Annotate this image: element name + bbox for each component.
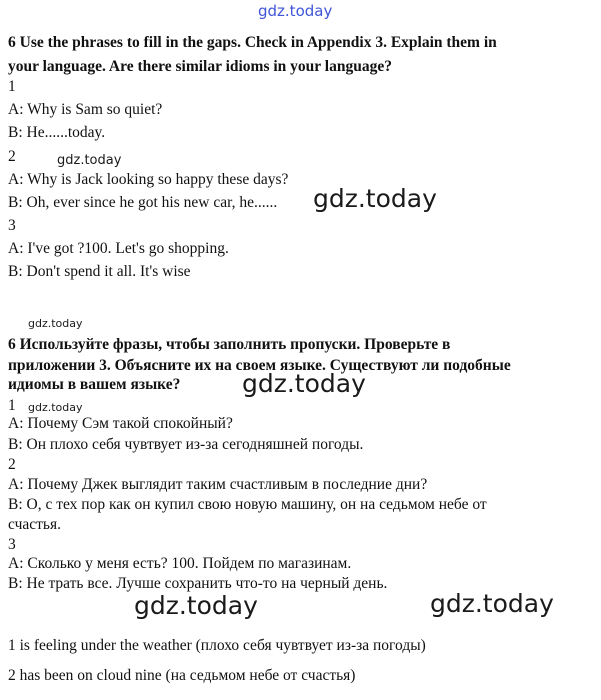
item-number: 3 bbox=[8, 217, 16, 234]
task-title-line-1: 6 Use the phrases to fill in the gaps. Check in Appendix 3. Explain them in bbox=[8, 34, 497, 51]
item-number: 1 bbox=[8, 397, 16, 414]
task-title-ru-line-1: 6 Используйте фразы, чтобы заполнить пропуски. Проверьте в bbox=[8, 336, 451, 353]
dialogue-line-a: A: I've got ?100. Let's go shopping. bbox=[8, 240, 229, 257]
dialogue-line-b: B: Don't spend it all. It's wise bbox=[8, 263, 191, 280]
task-title-line-2: your language. Are there similar idioms in your language? bbox=[8, 58, 392, 75]
dialogue-line-b: B: О, с тех пор как он купил свою новую машину, он на седьмом небе от bbox=[8, 496, 487, 513]
dialogue-line-b: B: Oh, ever since he got his new car, he...... bbox=[8, 194, 278, 211]
answer-2: 2 has been on cloud nine (на седьмом небе от счастья) bbox=[8, 667, 356, 684]
dialogue-line-b: B: Он плохо себя чувтвует из-за сегодняшней погоды. bbox=[8, 436, 364, 453]
dialogue-line-b: B: Не трать все. Лучше сохранить что-то на черный день. bbox=[8, 575, 388, 592]
dialogue-line-a: A: Почему Сэм такой спокойный? bbox=[8, 415, 233, 432]
dialogue-line-b-continued: счастья. bbox=[8, 516, 61, 533]
item-number: 2 bbox=[8, 456, 16, 473]
dialogue-line-b: B: He......today. bbox=[8, 124, 106, 141]
dialogue-line-a: A: Why is Jack looking so happy these days? bbox=[8, 171, 289, 188]
dialogue-line-a: A: Почему Джек выглядит таким счастливым в последние дни? bbox=[8, 476, 428, 493]
item-number: 2 bbox=[8, 148, 16, 165]
dialogue-line-a: A: Why is Sam so quiet? bbox=[8, 101, 163, 118]
item-number: 1 bbox=[8, 78, 16, 95]
answer-1: 1 is feeling under the weather (плохо себя чувтвует из-за погоды) bbox=[8, 637, 426, 654]
item-number: 3 bbox=[8, 536, 16, 553]
dialogue-line-a: A: Сколько у меня есть? 100. Пойдем по магазинам. bbox=[8, 555, 352, 572]
watermark: gdz.today bbox=[134, 591, 258, 620]
task-title-ru-line-3: идиомы в вашем языке? bbox=[8, 376, 181, 393]
watermark: gdz.today bbox=[313, 184, 437, 213]
watermark: gdz.today bbox=[28, 317, 83, 330]
watermark: gdz.today bbox=[28, 401, 83, 414]
watermark: gdz.today bbox=[430, 589, 554, 618]
watermark-top: gdz.today bbox=[258, 2, 333, 20]
watermark: gdz.today bbox=[57, 153, 122, 168]
task-title-ru-line-2: приложении 3. Объясните их на своем языке. Существуют ли подобные bbox=[8, 357, 511, 374]
watermark: gdz.today bbox=[242, 369, 366, 398]
